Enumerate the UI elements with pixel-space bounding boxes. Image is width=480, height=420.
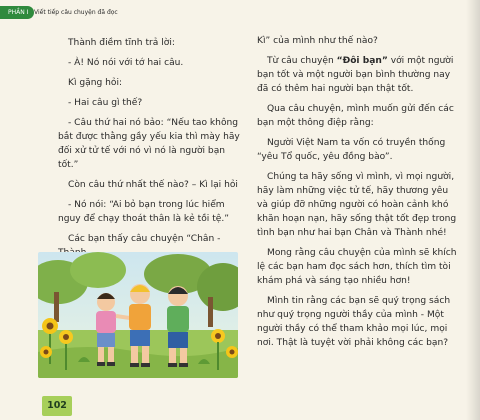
paragraph: Người Việt Nam ta vốn có truyền thống “yêu Tổ quốc, yêu đồng bào”. [257,138,446,162]
paragraph: - Hai câu gì thế? [68,98,143,108]
paragraph: Qua câu chuyện, mình muốn gửi đến các bạn một thông điệp rằng: [257,104,454,128]
part-tag: PHẦN I [0,6,34,19]
paragraph: Kì” của mình như thế nào? [257,36,378,46]
story-title: “Đôi bạn” [336,56,388,66]
page-number: 102 [42,396,72,416]
paragraph: Còn câu thứ nhất thế nào? – Kì lại hỏi [68,180,238,190]
paragraph: - Nó nói: “Ai bỏ bạn trong lúc hiểm nguy để chạy thoát thân là kẻ tồi tệ.” [58,200,229,224]
page-fold-shadow [466,0,480,420]
paragraph: Kì gặng hỏi: [68,78,123,88]
paragraph-text: Từ câu chuyện [267,56,337,66]
paragraph: Mong rằng câu chuyện của mình sẽ khích lệ các bạn ham đọc sách hơn, thích tìm tòi khám phá và sáng tạo nhiều hơn! [257,248,457,286]
left-column [58,36,246,266]
right-column [257,34,460,356]
paragraph: Mình tin rằng các bạn sẽ quý trọng sách như quý trọng người thầy của mình - Một người thầy có thể tham khảo mọi lúc, mọi nơi. Thật là tuyệt vời phải không các bạn? [257,296,451,348]
paragraph: Chúng ta hãy sống vì mình, vì mọi người, hãy làm những việc tử tế, hãy thương yêu và giúp đỡ những người có hoàn cảnh khó khăn hoạn nạn, hãy sống thật tốt đẹp trong tình bạn như hai bạn Chân và Thành nhé! [257,172,457,238]
paragraph-with-title [257,54,460,96]
story-illustration [38,252,238,378]
part-title: Viết tiếp câu chuyện đã đọc [34,9,118,16]
paragraph: - À! Nó nói với tớ hai câu. [68,58,184,68]
page-header [0,6,480,20]
boys-in-garden-illustration [38,252,238,378]
paragraph: Các bạn thấy câu chuyện “Chân - [68,234,221,244]
paragraph: Thành điềm tĩnh trả lời: [68,38,175,48]
paragraph-text: với một người bạn tốt và một người bạn bình thường nay đã có thêm hai người bạn thật tốt. [257,56,454,94]
paragraph: - Câu thứ hai nó bảo: “Nếu tao không bắt được thằng gầy yếu kia thì mày hãy đối xử tử tế với nó vì nó là người bạn tốt.” [58,118,240,170]
